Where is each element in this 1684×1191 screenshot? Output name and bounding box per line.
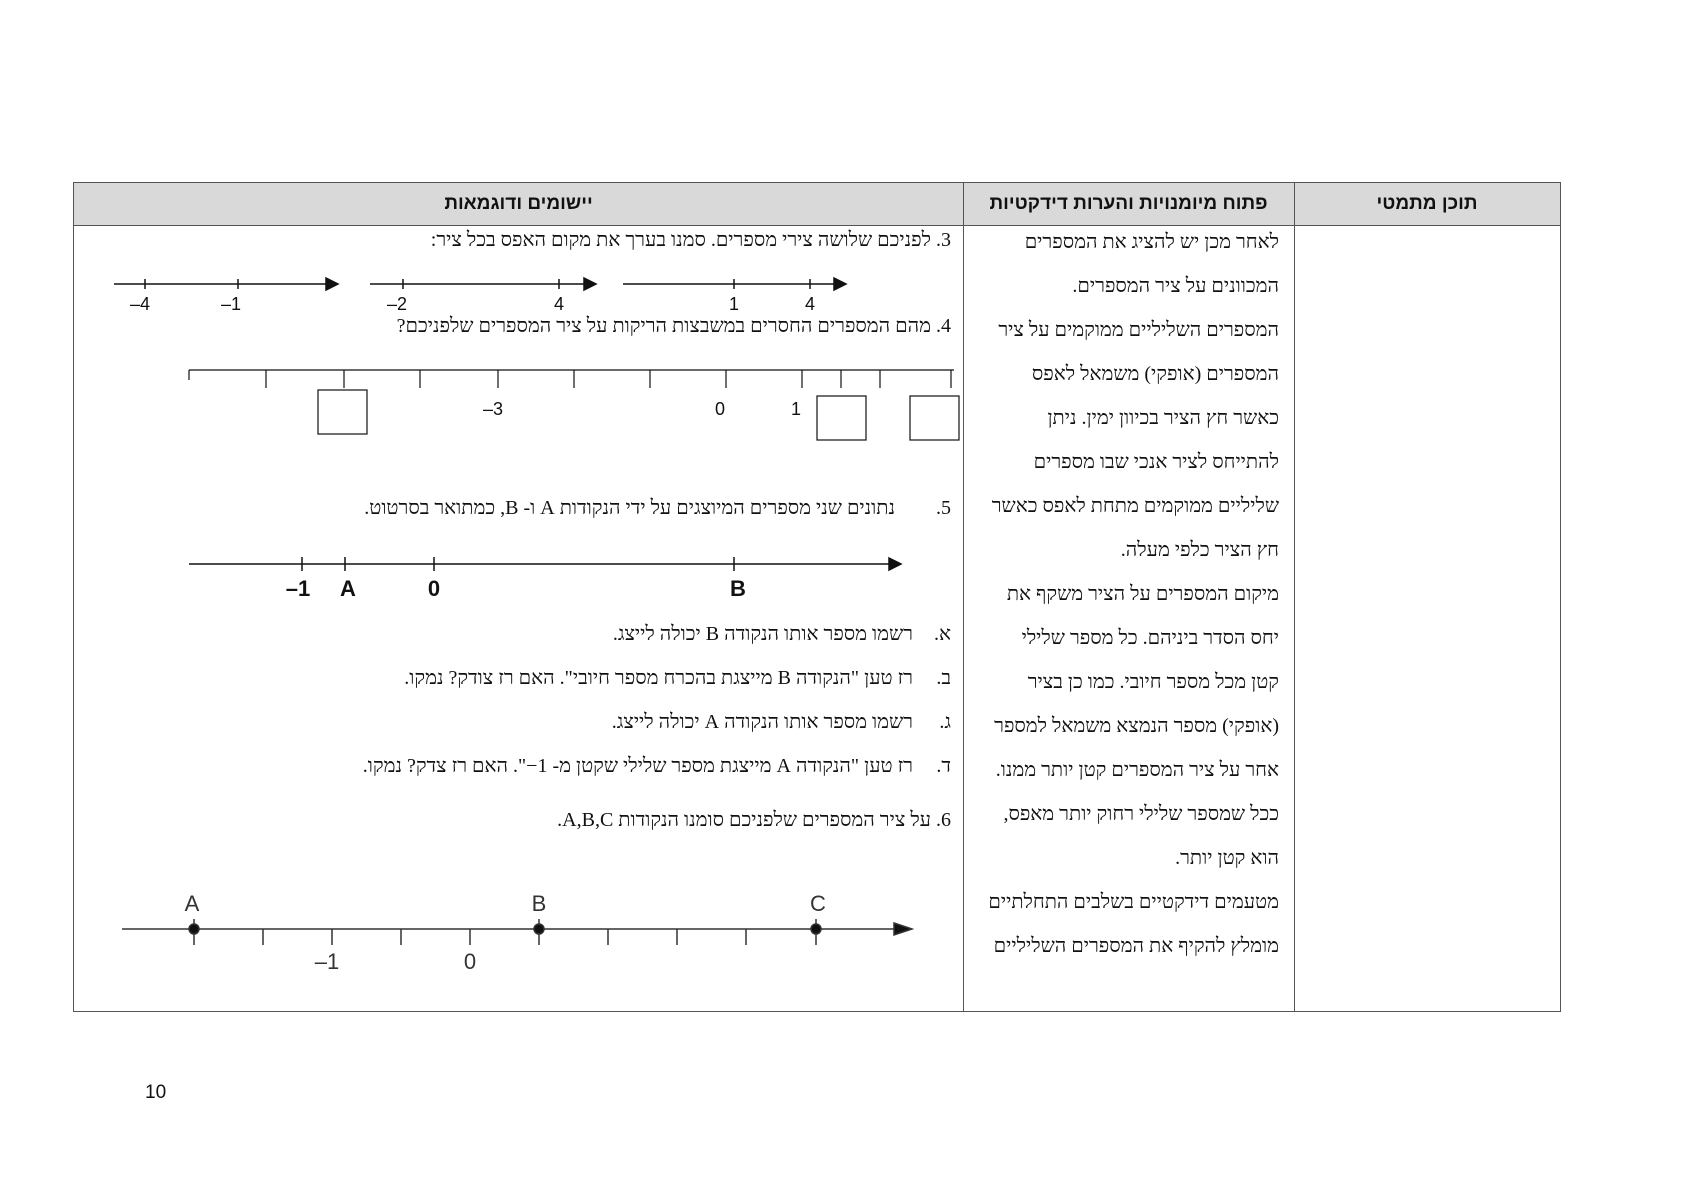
- column-divider: [963, 183, 964, 1011]
- q6-label-a: A: [184, 891, 200, 916]
- header-content-label: תוכן מתמטי: [1376, 193, 1478, 214]
- content-column: [1295, 227, 1560, 1011]
- q6-point-a: [189, 924, 199, 934]
- header-applications-label: יישומים ודוגמאות: [444, 193, 593, 214]
- didactic-line: ככל שמספר שלילי רחוק יותר מאפס,: [1003, 803, 1279, 825]
- didactic-line: המספרים (אופקי) משמאל לאפס: [1031, 363, 1279, 385]
- header-didactic: [963, 183, 1294, 226]
- didactic-line: אחר על ציר המספרים קטן יותר ממנו.: [995, 759, 1279, 781]
- didactic-line: מטעמים דידקטיים בשלבים התחלתיים: [988, 891, 1279, 913]
- content-table: [73, 182, 1561, 1012]
- q5-item-text: רז טען "הנקודה B מייצגת בהכרח מספר חיובי". האם רז צודק? נמקו.: [404, 667, 913, 689]
- didactic-column: [979, 227, 1279, 987]
- q4-label: 1: [790, 399, 802, 419]
- didactic-line: שליליים ממוקמים מתחת לאפס כאשר: [991, 495, 1279, 517]
- applications-column: [74, 227, 963, 1011]
- q3-axis3-label: 1: [728, 294, 740, 314]
- didactic-line: (אופקי) מספר הנמצא משמאל למספר: [994, 715, 1279, 737]
- didactic-line: קטן מכל מספר חיובי. כמו כן בציר: [1027, 671, 1279, 693]
- didactic-line: המכוונים על ציר המספרים.: [1072, 275, 1279, 297]
- q5-text: נתונים שני מספרים המיוצגים על ידי הנקודות A ו- B, כמתואר בסרטוט.: [364, 497, 895, 519]
- didactic-line: לאחר מכן יש להציג את המספרים: [1024, 231, 1279, 253]
- q5-number-line: [74, 547, 963, 617]
- didactic-line: יחס הסדר ביניהם. כל מספר שלילי: [1021, 627, 1279, 649]
- q5-label-b: B: [730, 576, 746, 601]
- q3-text: 3. לפניכם שלושה צירי מספרים. סמנו בערך את מקום האפס בכל ציר:: [430, 229, 951, 251]
- q6-point-c: [811, 924, 821, 934]
- q4-label: 0: [714, 399, 726, 419]
- q6-label-zero: 0: [463, 949, 477, 974]
- q4-text: 4. מהם המספרים החסרים במשבצות הריקות על ציר המספרים שלפניכם?: [396, 315, 951, 337]
- didactic-line: להתייחס לציר אנכי שבו מספרים: [1033, 451, 1279, 473]
- page-number: 10: [145, 1082, 167, 1103]
- header-didactic-label: פתוח מיומנויות והערות דידקטיות: [989, 193, 1268, 214]
- q4-empty-box: [910, 396, 959, 440]
- q4-number-line: [74, 353, 963, 453]
- q6-point-b: [534, 924, 544, 934]
- q5-item-text: רז טען "הנקודה A מייצגת מספר שלילי שקטן מ- 1−". האם רז צדק? נמקו.: [362, 755, 913, 777]
- q3-axis2-label: 4: [553, 294, 565, 314]
- q6-label-b: B: [531, 891, 547, 916]
- q5-label-minus-one: –1: [285, 576, 311, 601]
- q3-axis2-label: –2: [386, 294, 408, 314]
- q5-item-letter: ג.: [939, 711, 951, 733]
- q5-item-letter: א.: [933, 623, 951, 645]
- didactic-line: המספרים השליליים ממוקמים על ציר: [998, 319, 1279, 341]
- q6-label-minus-one: –1: [314, 949, 340, 974]
- q3-number-lines: [74, 267, 963, 317]
- q6-text: 6. על ציר המספרים שלפניכם סומנו הנקודות A,B,C.: [557, 809, 951, 831]
- q4-empty-box: [817, 396, 866, 440]
- q5-item-text: רשמו מספר אותו הנקודה A יכולה לייצג.: [611, 711, 913, 733]
- q6-number-line: [74, 887, 963, 987]
- didactic-line: כאשר חץ הציר בכיוון ימין. ניתן: [1047, 407, 1279, 429]
- q5-label-a: A: [340, 576, 356, 601]
- q5-number: 5.: [936, 497, 951, 519]
- q5-item-letter: ד.: [936, 755, 951, 777]
- q5-item-letter: ב.: [936, 667, 951, 689]
- q6-label-c: C: [810, 891, 826, 916]
- q3-axis3-label: 4: [804, 294, 816, 314]
- didactic-line: הוא קטן יותר.: [1175, 847, 1279, 869]
- q5-label-zero: 0: [427, 576, 441, 601]
- didactic-line: מומלץ להקיף את המספרים השליליים: [993, 935, 1279, 957]
- header-content: [1294, 183, 1560, 226]
- q3-axis1-label: –1: [220, 294, 242, 314]
- didactic-line: מיקום המספרים על הציר משקף את: [1006, 583, 1279, 605]
- q4-label: –3: [482, 399, 504, 419]
- q4-empty-box: [318, 390, 367, 434]
- header-applications: [74, 183, 963, 226]
- q5-item-text: רשמו מספר אותו הנקודה B יכולה לייצג.: [612, 623, 913, 645]
- q3-axis1-label: –4: [129, 294, 151, 314]
- didactic-line: חץ הציר כלפי מעלה.: [1120, 539, 1279, 561]
